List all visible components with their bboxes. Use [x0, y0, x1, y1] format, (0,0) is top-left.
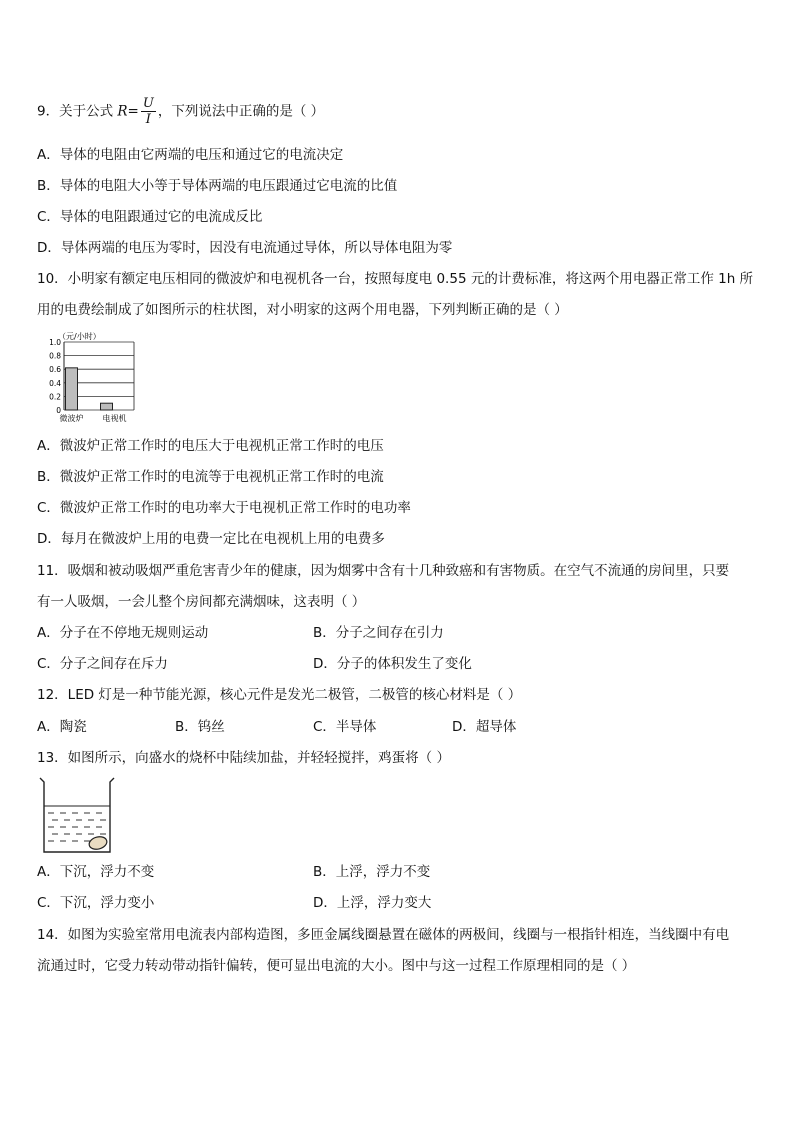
q9-option-a: A．导体的电阻由它两端的电压和通过它的电流决定	[37, 147, 344, 163]
y-tick-label: 0.8	[49, 351, 61, 361]
q9-suffix: ，下列说法中正确的是（ ）	[157, 103, 325, 120]
q10-option-c: C．微波炉正常工作时的电功率大于电视机正常工作时的电功率	[37, 500, 411, 516]
q14-stem-line1: 14．如图为实验室常用电流表内部构造图，多匝金属线圈悬置在磁体的两极间，线圈与一根指针相连，当线圈中有电	[37, 927, 730, 943]
q9-option-b: B．导体的电阻大小等于导体两端的电压跟通过它电流的比值	[37, 178, 398, 194]
q12-option-d: D．超导体	[452, 719, 517, 735]
q9-stem	[37, 96, 324, 127]
chart-title: （元/小时）	[58, 332, 101, 341]
q9-numerator: U	[142, 96, 154, 111]
q11-stem-line1: 11．吸烟和被动吸烟严重危害青少年的健康，因为烟雾中含有十几种致癌和有害物质。在空气不流通的房间里，只要	[37, 563, 730, 579]
y-tick-label: 0	[56, 406, 61, 415]
q11-option-d: D．分子的体积发生了变化	[313, 656, 472, 672]
q10-stem-line2: 用的电费绘制成了如图所示的柱状图，对小明家的这两个用电器，下列判断正确的是（ ）	[37, 302, 568, 318]
beaker-egg-figure	[36, 776, 118, 856]
q11-option-b: B．分子之间存在引力	[313, 625, 444, 641]
q12-option-b: B．钨丝	[175, 719, 225, 735]
q12-option-a: A．陶瓷	[37, 719, 87, 735]
y-tick-label: 0.6	[49, 365, 61, 375]
q10-option-a: A．微波炉正常工作时的电压大于电视机正常工作时的电压	[37, 438, 384, 454]
q11-option-a: A．分子在不停地无规则运动	[37, 625, 209, 641]
q10-option-d: D．每月在微波炉上用的电费一定比在电视机上用的电费多	[37, 531, 385, 547]
q11-stem-line2: 有一人吸烟，一会儿整个房间都充满烟味，这表明（ ）	[37, 594, 366, 610]
q10-stem-line1: 10．小明家有额定电压相同的微波炉和电视机各一台，按照每度电 0.55 元的计费标准，将这两个用电器正常工作 1h 所	[37, 271, 754, 287]
q9-formula-lhs: R=	[117, 103, 139, 120]
bar-1	[101, 403, 113, 410]
q13-stem: 13．如图所示，向盛水的烧杯中陆续加盐，并轻轻搅拌，鸡蛋将（ ）	[37, 750, 450, 766]
q9-option-d: D．导体两端的电压为零时，因没有电流通过导体，所以导体电阻为零	[37, 240, 453, 256]
egg	[88, 835, 108, 851]
q12-stem: 12．LED 灯是一种节能光源，核心元件是发光二极管，二极管的核心材料是（ ）	[37, 687, 522, 703]
q9-option-c: C．导体的电阻跟通过它的电流成反比	[37, 209, 263, 225]
q11-option-c: C．分子之间存在斥力	[37, 656, 168, 672]
q13-option-a: A．下沉，浮力不变	[37, 864, 155, 880]
q13-option-d: D．上浮，浮力变大	[313, 895, 432, 911]
x-tick-label: 电视机	[102, 414, 127, 423]
y-tick-label: 1.0	[49, 338, 61, 347]
q14-stem-line2: 流通过时，它受力转动带动指针偏转，便可显出电流的大小。图中与这一过程工作原理相同的是（ ）	[37, 958, 636, 974]
x-tick-label: 微波炉	[59, 414, 84, 423]
q12-option-c: C．半导体	[313, 719, 377, 735]
y-tick-label: 0.4	[49, 378, 61, 388]
q9-prefix: 9．关于公式	[37, 103, 118, 120]
q10-bar-chart	[34, 330, 146, 425]
q9-fraction	[141, 96, 156, 127]
q9-denominator: I	[145, 112, 151, 127]
q10-option-b: B．微波炉正常工作时的电流等于电视机正常工作时的电流	[37, 469, 384, 485]
q13-option-b: B．上浮，浮力不变	[313, 864, 431, 880]
bar-0	[66, 368, 78, 410]
y-tick-label: 0.2	[49, 392, 61, 402]
q13-option-c: C．下沉，浮力变小	[37, 895, 155, 911]
